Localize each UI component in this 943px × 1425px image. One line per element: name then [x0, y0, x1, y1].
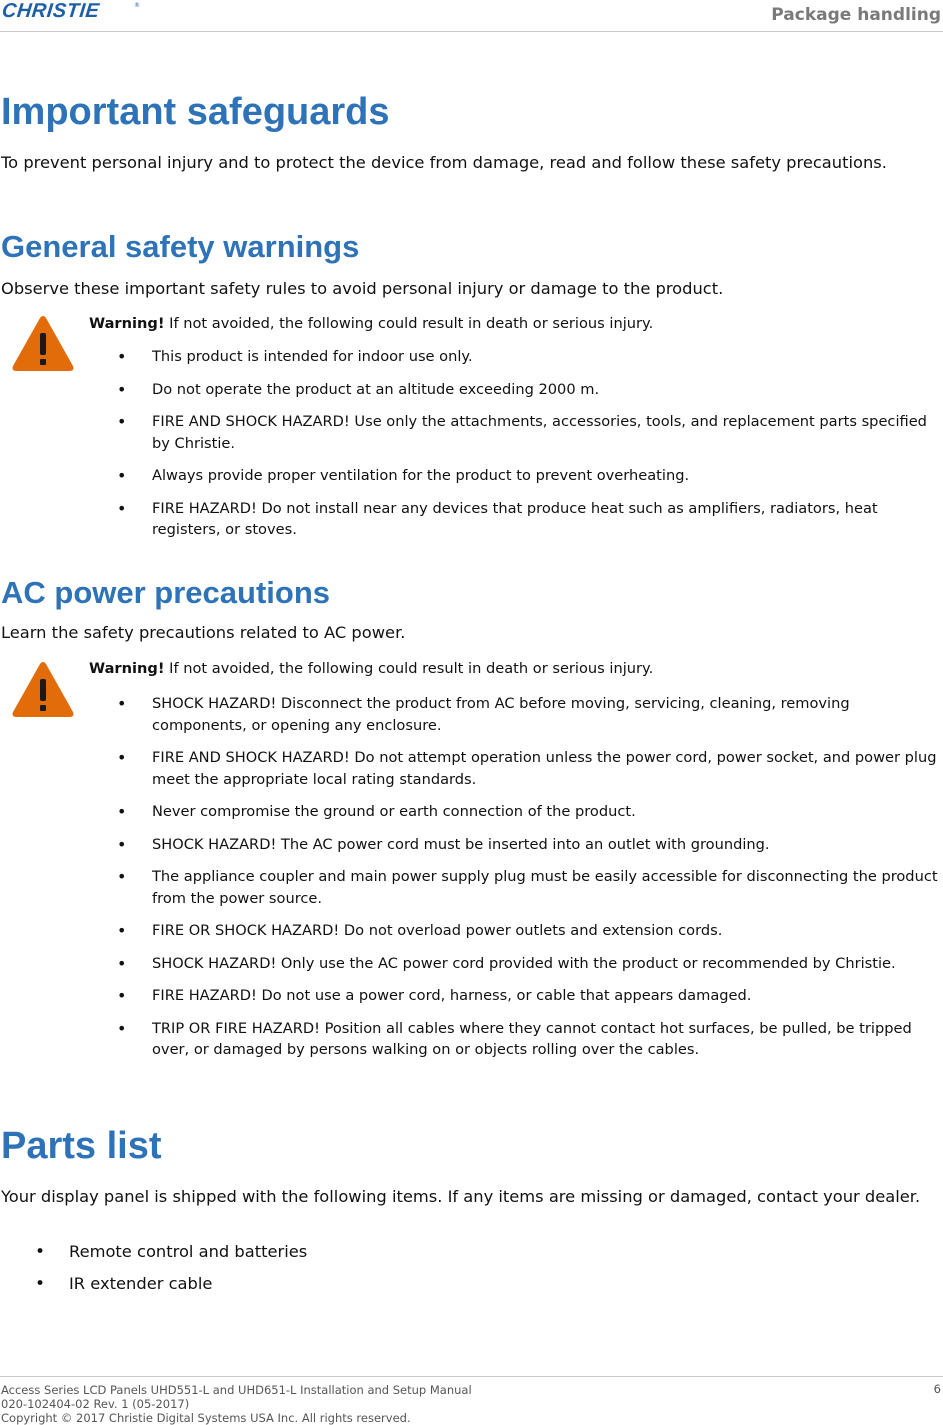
- list-item: • SHOCK HAZARD! The AC power cord must be inserted into an outlet with grounding.: [0, 834, 943, 856]
- list-item: • FIRE AND SHOCK HAZARD! Do not attempt operation unless the power cord, power socket, and power plug meet the appropriate local rating standards.: [0, 747, 943, 790]
- ac-warning-text: [89, 659, 653, 679]
- list-item: • FIRE HAZARD! Do not use a power cord, harness, or cable that appears damaged.: [0, 985, 943, 1007]
- list-item: • Do not operate the product at an altitude exceeding 2000 m.: [0, 379, 943, 401]
- list-item: • SHOCK HAZARD! Only use the AC power cord provided with the product or recommended by Christie.: [0, 953, 943, 975]
- list-item: • SHOCK HAZARD! Disconnect the product from AC before moving, servicing, cleaning, removing components, or opening any enclosure.: [0, 693, 943, 736]
- list-item: • IR extender cable: [0, 1273, 943, 1295]
- list-item: • FIRE OR SHOCK HAZARD! Do not overload power outlets and extension cords.: [0, 920, 943, 942]
- heading-parts-list: Parts list: [1, 1125, 162, 1167]
- general-intro: Observe these important safety rules to avoid personal injury or damage to the product.: [1, 279, 724, 298]
- heading-general-safety-warnings: General safety warnings: [1, 229, 360, 264]
- ac-warnings-list: [0, 693, 943, 1072]
- ac-intro: Learn the safety precautions related to AC power.: [1, 623, 406, 642]
- general-warnings-list: [0, 346, 943, 552]
- general-warning-text: [89, 314, 653, 334]
- page-number: 6: [933, 1382, 941, 1396]
- section-title: Package handling: [771, 5, 941, 25]
- safeguards-intro: To prevent personal injury and to protect the device from damage, read and follow these safety precautions.: [1, 153, 887, 172]
- list-item: • FIRE HAZARD! Do not install near any devices that produce heat such as amplifiers, radiators, heat registers, or stoves.: [0, 498, 943, 541]
- list-item: • Remote control and batteries: [0, 1241, 943, 1263]
- page-header: [0, 0, 943, 32]
- warning-message: If not avoided, the following could result in death or serious injury.: [164, 660, 654, 677]
- heading-ac-power-precautions: AC power precautions: [1, 575, 330, 610]
- warning-label: Warning!: [89, 315, 165, 332]
- list-item: • TRIP OR FIRE HAZARD! Position all cables where they cannot contact hot surfaces, be pulled, be tripped over, or damaged by persons walking on or objects rolling over the cables.: [0, 1018, 943, 1061]
- registered-mark: ®: [134, 2, 140, 9]
- parts-intro: Your display panel is shipped with the following items. If any items are missing or damaged, contact your dealer.: [1, 1187, 921, 1206]
- list-item: • Never compromise the ground or earth connection of the product.: [0, 801, 943, 823]
- heading-important-safeguards: Important safeguards: [1, 91, 390, 133]
- warning-label: Warning!: [89, 660, 165, 677]
- footer-manual-title: Access Series LCD Panels UHD551-L and UHD651-L Installation and Setup Manual: [1, 1383, 472, 1397]
- list-item: • FIRE AND SHOCK HAZARD! Use only the attachments, accessories, tools, and replacement parts specified by Christie.: [0, 411, 943, 454]
- list-item: • Always provide proper ventilation for the product to prevent overheating.: [0, 465, 943, 487]
- list-item: • This product is intended for indoor use only.: [0, 346, 943, 368]
- parts-list: [0, 1241, 943, 1305]
- warning-message: If not avoided, the following could result in death or serious injury.: [164, 315, 654, 332]
- page-footer: [0, 1376, 943, 1425]
- footer-copyright: Copyright © 2017 Christie Digital Systems USA Inc. All rights reserved.: [1, 1411, 411, 1425]
- christie-logo: CHRISTIE: [0, 0, 101, 22]
- footer-revision: 020-102404-02 Rev. 1 (05-2017): [1, 1397, 190, 1411]
- list-item: • The appliance coupler and main power supply plug must be easily accessible for disconnecting the product from the power source.: [0, 866, 943, 909]
